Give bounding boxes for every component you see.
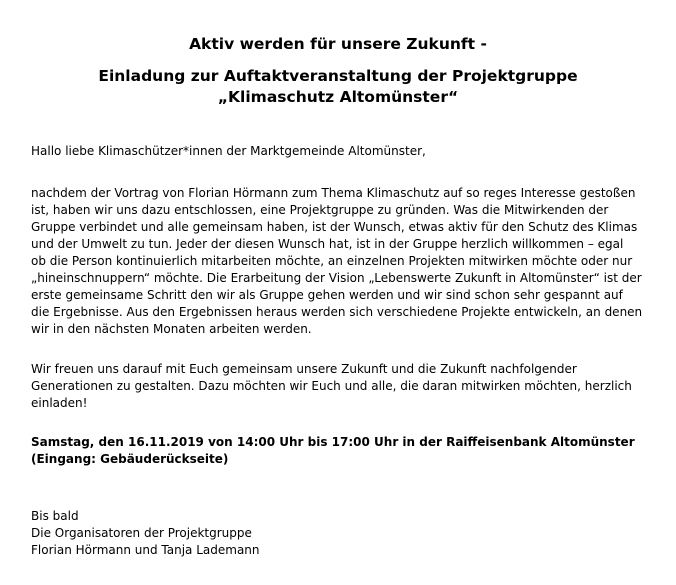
paragraph-1-line: wir in den nächsten Monaten arbeiten werden. (31, 322, 312, 336)
paragraph-2-line: einladen! (31, 396, 88, 410)
paragraph-1-line: erste gemeinsame Schritt den wir als Gruppe gehen werden und wir sind schon sehr gespannt auf (31, 288, 623, 302)
event-date-location: Samstag, den 16.11.2019 von 14:00 Uhr bis 17:00 Uhr in der Raiffeisenbank Altomünster (31, 435, 635, 449)
title-line-1: Aktiv werden für unsere Zukunft - (189, 35, 487, 53)
greeting (31, 143, 641, 160)
paragraph-1-line: ist, haben wir uns dazu entschlossen, eine Projektgruppe zu gründen. Was die Mitwirkenden der (31, 203, 609, 217)
paragraph-1-line: „hineinschnuppern“ möchte. Die Erarbeitung der Vision „Lebenswerte Zukunft in Altomünster“ ist der (31, 271, 642, 285)
paragraph-1 (31, 185, 641, 338)
closing-line-3: Florian Hörmann und Tanja Lademann (31, 543, 260, 557)
paragraph-2-line: Wir freuen uns darauf mit Euch gemeinsam unsere Zukunft und die Zukunft nachfolgender (31, 362, 577, 376)
paragraph-2 (31, 361, 641, 412)
closing-line-1: Bis bald (31, 509, 79, 523)
paragraph-1-line: Gruppe verbindet und alle gemeinsam haben, ist der Wunsch, etwas aktiv für den Schutz des Klimas (31, 220, 638, 234)
event-details (31, 434, 641, 468)
paragraph-2-line: Generationen zu gestalten. Dazu möchten wir Euch und alle, die daran mitwirken möchten, herzlich (31, 379, 632, 393)
greeting-text: Hallo liebe Klimaschützer*innen der Marktgemeinde Altomünster, (31, 144, 426, 158)
title-line-2: Einladung zur Auftaktveranstaltung der Projektgruppe (98, 67, 578, 85)
title-line-3: „Klimaschutz Altomünster“ (217, 88, 459, 106)
paragraph-1-line: die Ergebnisse. Aus den Ergebnissen heraus werden sich verschiedene Projekte entwickeln, an denen (31, 305, 643, 319)
paragraph-1-line: ob die Person kontinuierlich mitarbeiten möchte, an einzelnen Projekten mitwirken möchte oder nur (31, 254, 633, 268)
paragraph-1-line: und der Umwelt zu tun. Jeder der diesen Wunsch hat, ist in der Gruppe herzlich willkommen – egal (31, 237, 624, 251)
closing-line-2: Die Organisatoren der Projektgruppe (31, 526, 252, 540)
paragraph-1-line: nachdem der Vortrag von Florian Hörmann zum Thema Klimaschutz auf so reges Interesse gestoßen (31, 186, 636, 200)
event-entrance-note: (Eingang: Gebäuderückseite) (31, 452, 229, 466)
closing-signature (31, 508, 641, 559)
